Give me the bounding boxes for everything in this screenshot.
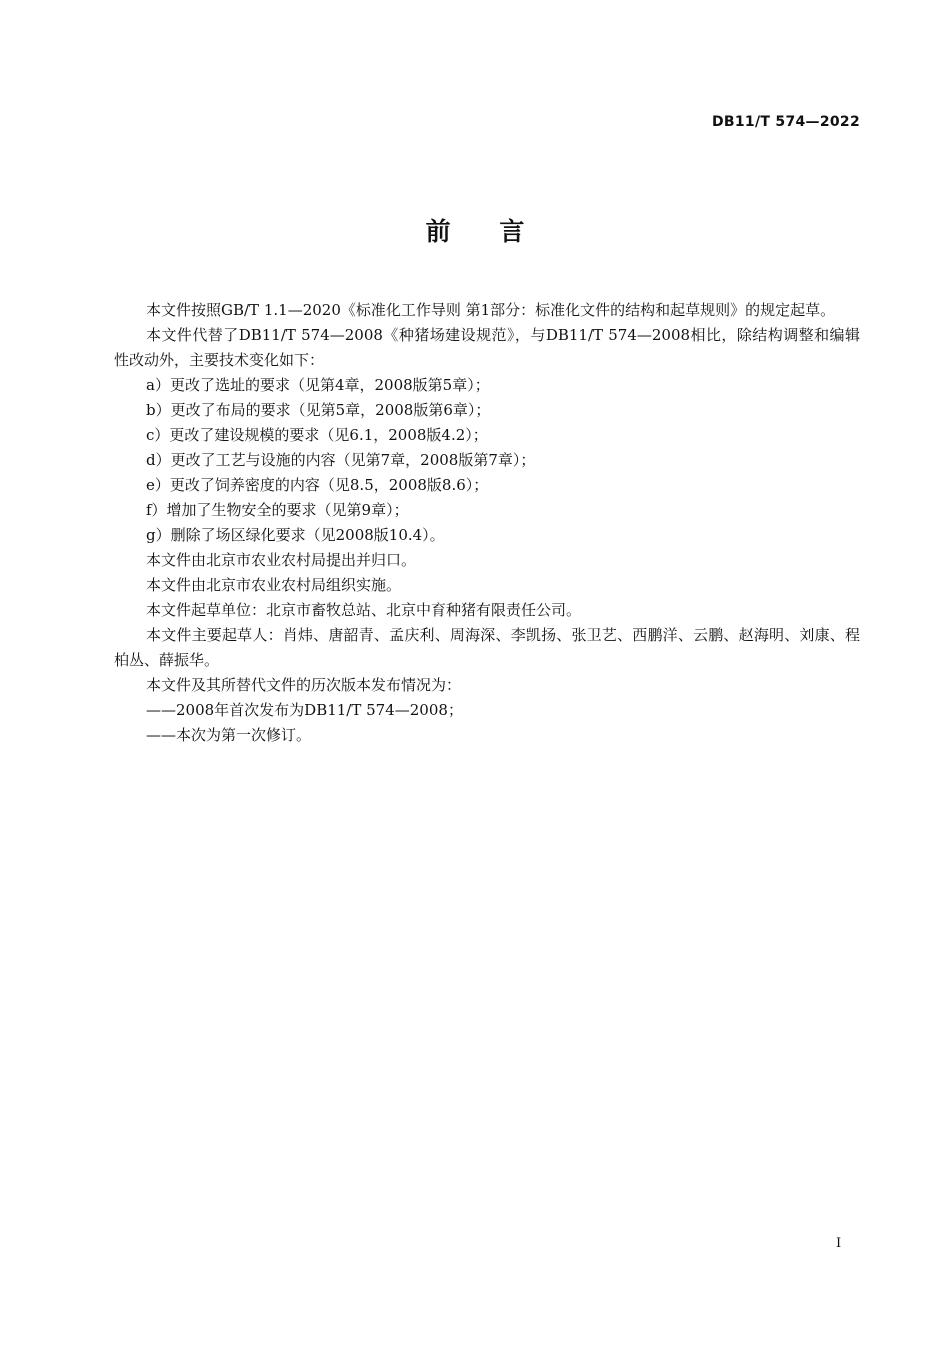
- list-item: d）更改了工艺与设施的内容（见第7章，2008版第7章）；: [146, 451, 536, 469]
- list-item: c）更改了建设规模的要求（见6.1，2008版4.2）；: [146, 426, 488, 444]
- paragraph: 本文件起草单位：北京市畜牧总站、北京中育种猪有限责任公司。: [146, 601, 582, 619]
- list-item: ——本次为第一次修订。: [146, 726, 312, 744]
- paragraph: 本文件由北京市农业农村局组织实施。: [146, 576, 402, 594]
- paragraph: 本文件主要起草人：肖炜、唐韶青、孟庆利、周海深、李凯扬、张卫艺、西鹏洋、云鹏、赵海明、刘康、程柏丛、薛振华。: [114, 626, 860, 669]
- paragraph: 本文件代替了DB11/T 574—2008《种猪场建设规范》，与DB11/T 574—2008相比，除结构调整和编辑性改动外，主要技术变化如下：: [114, 326, 860, 369]
- paragraph: 本文件由北京市农业农村局提出并归口。: [146, 551, 417, 569]
- list-item: ——2008年首次发布为DB11/T 574—2008；: [146, 701, 463, 719]
- foreword-body: [114, 298, 860, 748]
- list-item: f）增加了生物安全的要求（见第9章）；: [146, 501, 409, 519]
- list-item: g）删除了场区绿化要求（见2008版10.4）。: [146, 526, 445, 544]
- page-title: 前 言: [425, 217, 545, 246]
- list-item: b）更改了布局的要求（见第5章，2008版第6章）；: [146, 401, 491, 419]
- paragraph: 本文件按照GB/T 1.1—2020《标准化工作导则 第1部分：标准化文件的结构和起草规则》的规定起草。: [146, 301, 836, 319]
- page-number: I: [836, 1236, 842, 1251]
- list-item: e）更改了饲养密度的内容（见8.5，2008版8.6）；: [146, 476, 489, 494]
- document-code: DB11/T 574—2022: [712, 114, 860, 130]
- paragraph: 本文件及其所替代文件的历次版本发布情况为：: [146, 676, 462, 694]
- list-item: a）更改了选址的要求（见第4章，2008版第5章）；: [146, 376, 490, 394]
